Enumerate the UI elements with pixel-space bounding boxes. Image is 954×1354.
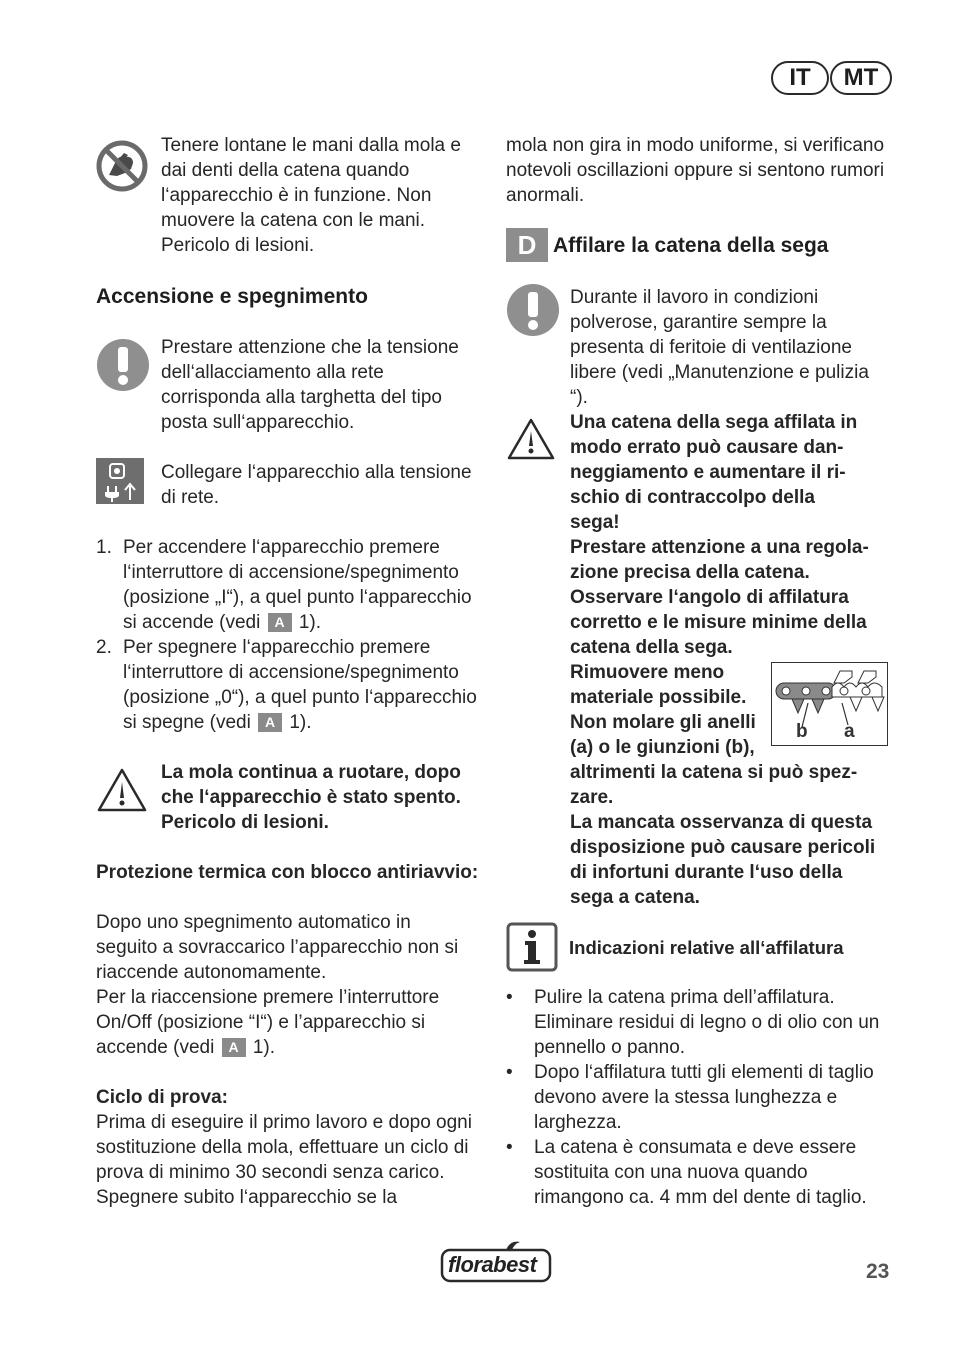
list-item (506, 1060, 894, 1135)
sharpening-warning (570, 410, 900, 910)
florabest-logo (440, 1240, 552, 1284)
plug-icon (96, 458, 144, 504)
switch-steps (96, 535, 482, 735)
section-title: Affilare la catena della sega (553, 234, 829, 257)
info-title: Indicazioni relative all‘affilatura (569, 937, 844, 958)
bullet-dot: • (506, 1062, 513, 1083)
figure-ref-badge: A (258, 713, 282, 732)
continuation-text: mola non gira in modo uniforme, si verificano notevoli oscillazioni oppure si sentono rumori anormali. (506, 135, 885, 206)
warning-line: catena della sega. (570, 637, 733, 658)
list-item (96, 535, 482, 635)
figure-ref-badge: A (222, 1038, 246, 1057)
chain-label-b: b (796, 721, 808, 742)
warning-line: Prestare attenzione a una regola- (570, 537, 869, 558)
thermal-text: Per la riaccensione premere l’interruttore On/Off (posizione “I“) e l’apparecchio si accende (vedi (96, 987, 440, 1058)
thermal-title: Protezione termica con blocco antiriavvio: (96, 862, 479, 883)
rotation-warning: La mola continua a ruotare, dopo che l‘apparecchio è stato spento. Pericolo di lesioni. (161, 762, 461, 833)
list-item (96, 635, 482, 735)
bullet-dot: • (506, 987, 513, 1008)
warning-line: schio di contraccolpo della (570, 487, 815, 508)
warning-line: Una catena della sega affilata in (570, 412, 858, 433)
step-number: 1. (96, 537, 112, 558)
sharpening-tips (506, 985, 894, 1210)
warning-line: disposizione può causare pericoli (570, 837, 876, 858)
warning-icon (506, 417, 556, 461)
warning-line: Non molare gli anelli (570, 712, 756, 733)
test-title: Ciclo di prova: (96, 1087, 228, 1108)
step-text: Per spegnere l‘apparecchio premere l‘interruttore di accensione/spegnimento (posizione „0“), a quel punto l‘apparecchio si spegne (vedi (123, 637, 477, 733)
bullet-dot: • (506, 1137, 513, 1158)
warning-line: di infortuni durante l‘uso della (570, 862, 843, 883)
voltage-note: Prestare attenzione che la tensione dell‘allacciamento alla rete corrisponda alla targhetta del tipo posta sull‘apparecchio. (161, 337, 459, 433)
warning-line: zione precisa della catena. (570, 562, 810, 583)
step-text: Per accendere l‘apparecchio premere l‘interruttore di accensione/spegnimento (posizione „I“), a quel punto l‘apparecchio si accende (vedi (123, 537, 472, 633)
brand-wordmark: florabest (448, 1252, 537, 1277)
lang-badge-it: IT (771, 61, 829, 95)
figure-ref-badge: A (268, 613, 292, 632)
thermal-paragraph-2 (96, 985, 476, 1060)
section-letter-badge: D (506, 228, 548, 262)
attention-icon (96, 338, 150, 392)
list-item (506, 985, 894, 1060)
warning-line: materiale possibile. (570, 687, 747, 708)
lang-badge-mt: MT (830, 61, 892, 95)
info-icon (506, 922, 558, 972)
list-item (506, 1135, 894, 1210)
dust-note: Durante il lavoro in condizioni polverose, garantire sempre la presenta di feritoie di ventilazione libere (vedi „Manutenzione e pulizia “). (570, 287, 869, 408)
test-text: Prima di eseguire il primo lavoro e dopo ogni sostituzione della mola, effettuare un ciclo di prova di minimo 30 secondi senza carico. Spegnere subito l‘apparecchio se la (96, 1112, 472, 1208)
warning-line: modo errato può causare dan- (570, 437, 844, 458)
warning-line: sega a catena. (570, 887, 700, 908)
thermal-tail: 1). (252, 1037, 276, 1058)
thermal-paragraph-1: Dopo uno spegnimento automatico in seguito a sovraccarico l’apparecchio non si riaccende autonomamente. (96, 912, 459, 983)
attention-icon (506, 283, 560, 337)
step-number: 2. (96, 637, 112, 658)
step-tail: 1). (298, 612, 322, 633)
intro-text: Tenere lontane le mani dalla mola e dai denti della catena quando l‘apparecchio è in funzione. Non muovere la catena con le mani. Pericolo di lesioni. (161, 135, 461, 256)
no-hands-icon (95, 139, 149, 193)
warning-line: Osservare l‘angolo di affilatura (570, 587, 849, 608)
heading-switch: Accensione e spegnimento (96, 285, 368, 308)
page-number: 23 (866, 1260, 890, 1283)
warning-line: neggiamento e aumentare il ri- (570, 462, 846, 483)
plug-note: Collegare l‘apparecchio alla tensione di rete. (161, 462, 472, 508)
bullet-text: Dopo l‘affilatura tutti gli elementi di taglio devono avere la stessa lunghezza e larghezza. (534, 1062, 874, 1133)
warning-line: La mancata osservanza di questa (570, 812, 873, 833)
bullet-text: La catena è consumata e deve essere sostituita con una nuova quando rimangono ca. 4 mm del dente di taglio. (534, 1137, 867, 1208)
chain-label-a: a (844, 721, 855, 742)
step-tail: 1). (289, 712, 312, 733)
chain-diagram (771, 662, 888, 746)
warning-line: corretto e le misure minime della (570, 612, 867, 633)
warning-line: (a) o le giunzioni (b), (570, 737, 755, 758)
warning-line: altrimenti la catena si può spez- (570, 762, 858, 783)
warning-line: Rimuovere meno (570, 662, 725, 683)
warning-line: sega! (570, 512, 620, 533)
warning-line: zare. (570, 787, 614, 808)
bullet-text: Pulire la catena prima dell’affilatura. Eliminare residui di legno o di olio con un pennello o panno. (534, 987, 880, 1058)
warning-icon (96, 767, 148, 813)
